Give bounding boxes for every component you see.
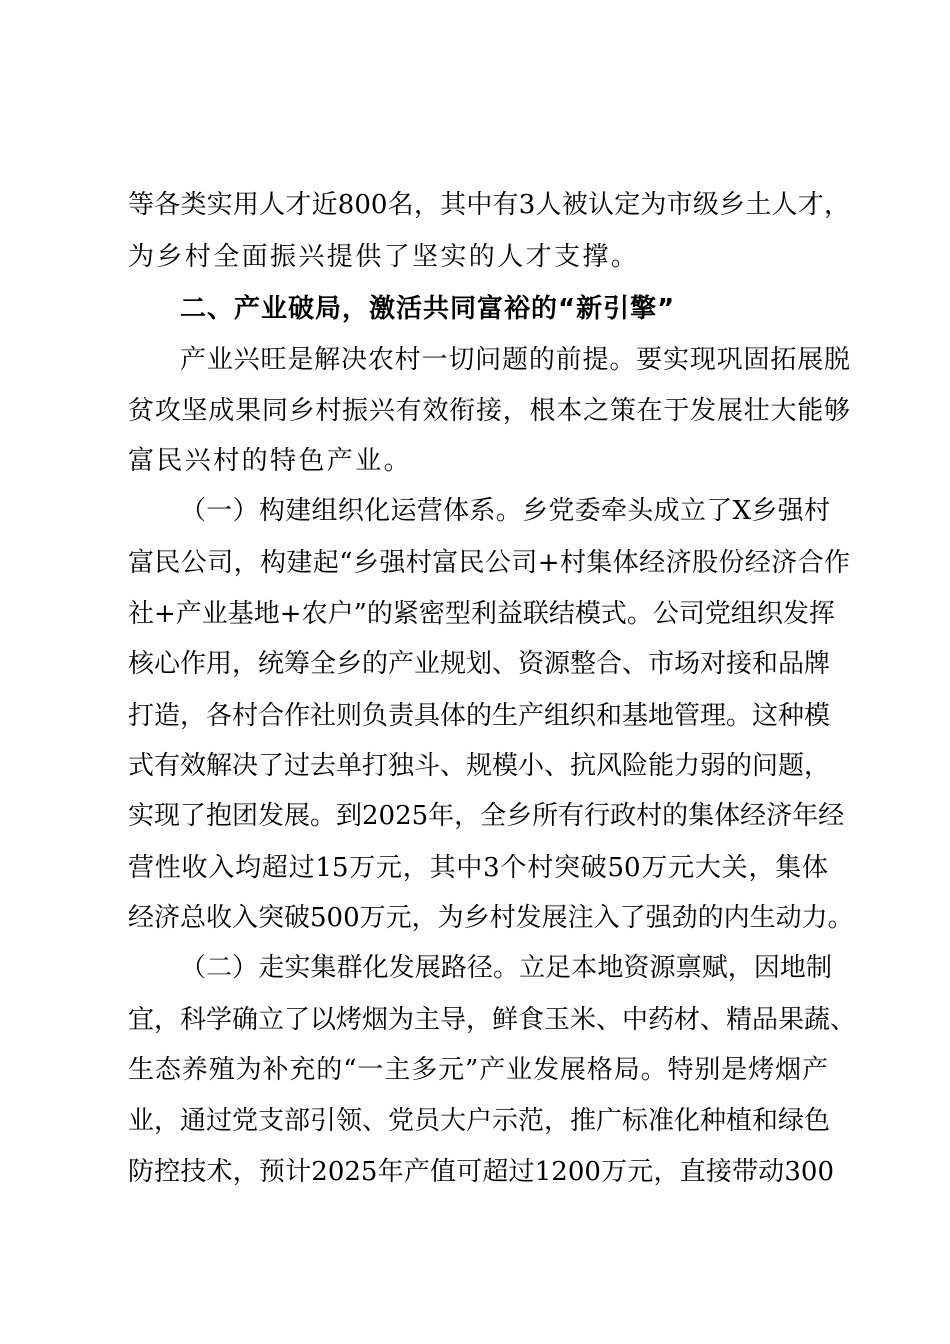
text-line: 经济总收入突破500万元，为乡村发展注入了强劲的内生动力。 [128,903,854,933]
text-line: 营性收入均超过15万元，其中3个村突破50万元大关，集体 [128,853,828,883]
text-line: 社+产业基地+农户”的紧密型利益联结模式。公司党组织发挥 [128,599,835,629]
text-line: （一）构建组织化运营体系。乡党委牵头成立了X乡强村 [180,496,830,526]
section-heading: 二、产业破局，激活共同富裕的“新引擎” [180,294,676,324]
text-line: 为乡村全面振兴提供了坚实的人才支撑。 [128,242,640,272]
text-line: 业，通过党支部引领、党员大户示范，推广标准化种植和绿色 [128,1106,831,1136]
text-line: 富民公司，构建起“乡强村富民公司+村集体经济股份经济合作 [128,548,850,578]
text-line: 核心作用，统筹全乡的产业规划、资源整合、市场对接和品牌 [128,649,831,679]
text-line: 富民兴村的特色产业。 [128,446,413,476]
text-line: 式有效解决了过去单打独斗、规模小、抗风险能力弱的问题， [128,751,831,781]
text-line: 等各类实用人才近800名，其中有3人被认定为市级乡土人才， [128,190,850,220]
text-line: 防控技术，预计2025年产值可超过1200万元，直接带动300 [128,1157,834,1187]
text-line: 宜，科学确立了以烤烟为主导，鲜食玉米、中药材、精品果蔬、 [128,1005,857,1035]
text-line: （二）走实集群化发展路径。立足本地资源禀赋，因地制 [180,953,832,983]
text-line: 打造，各村合作社则负责具体的生产组织和基地管理。这种模 [128,701,831,731]
text-line: 生态养殖为补充的“一主多元”产业发展格局。特别是烤烟产 [128,1055,828,1085]
text-line: 实现了抱团发展。到2025年，全乡所有行政村的集体经济年经 [128,801,845,831]
text-line: 贫攻坚成果同乡村振兴有效衔接，根本之策在于发展壮大能够 [128,396,850,426]
text-line: 产业兴旺是解决农村一切问题的前提。要实现巩固拓展脱 [180,345,850,375]
